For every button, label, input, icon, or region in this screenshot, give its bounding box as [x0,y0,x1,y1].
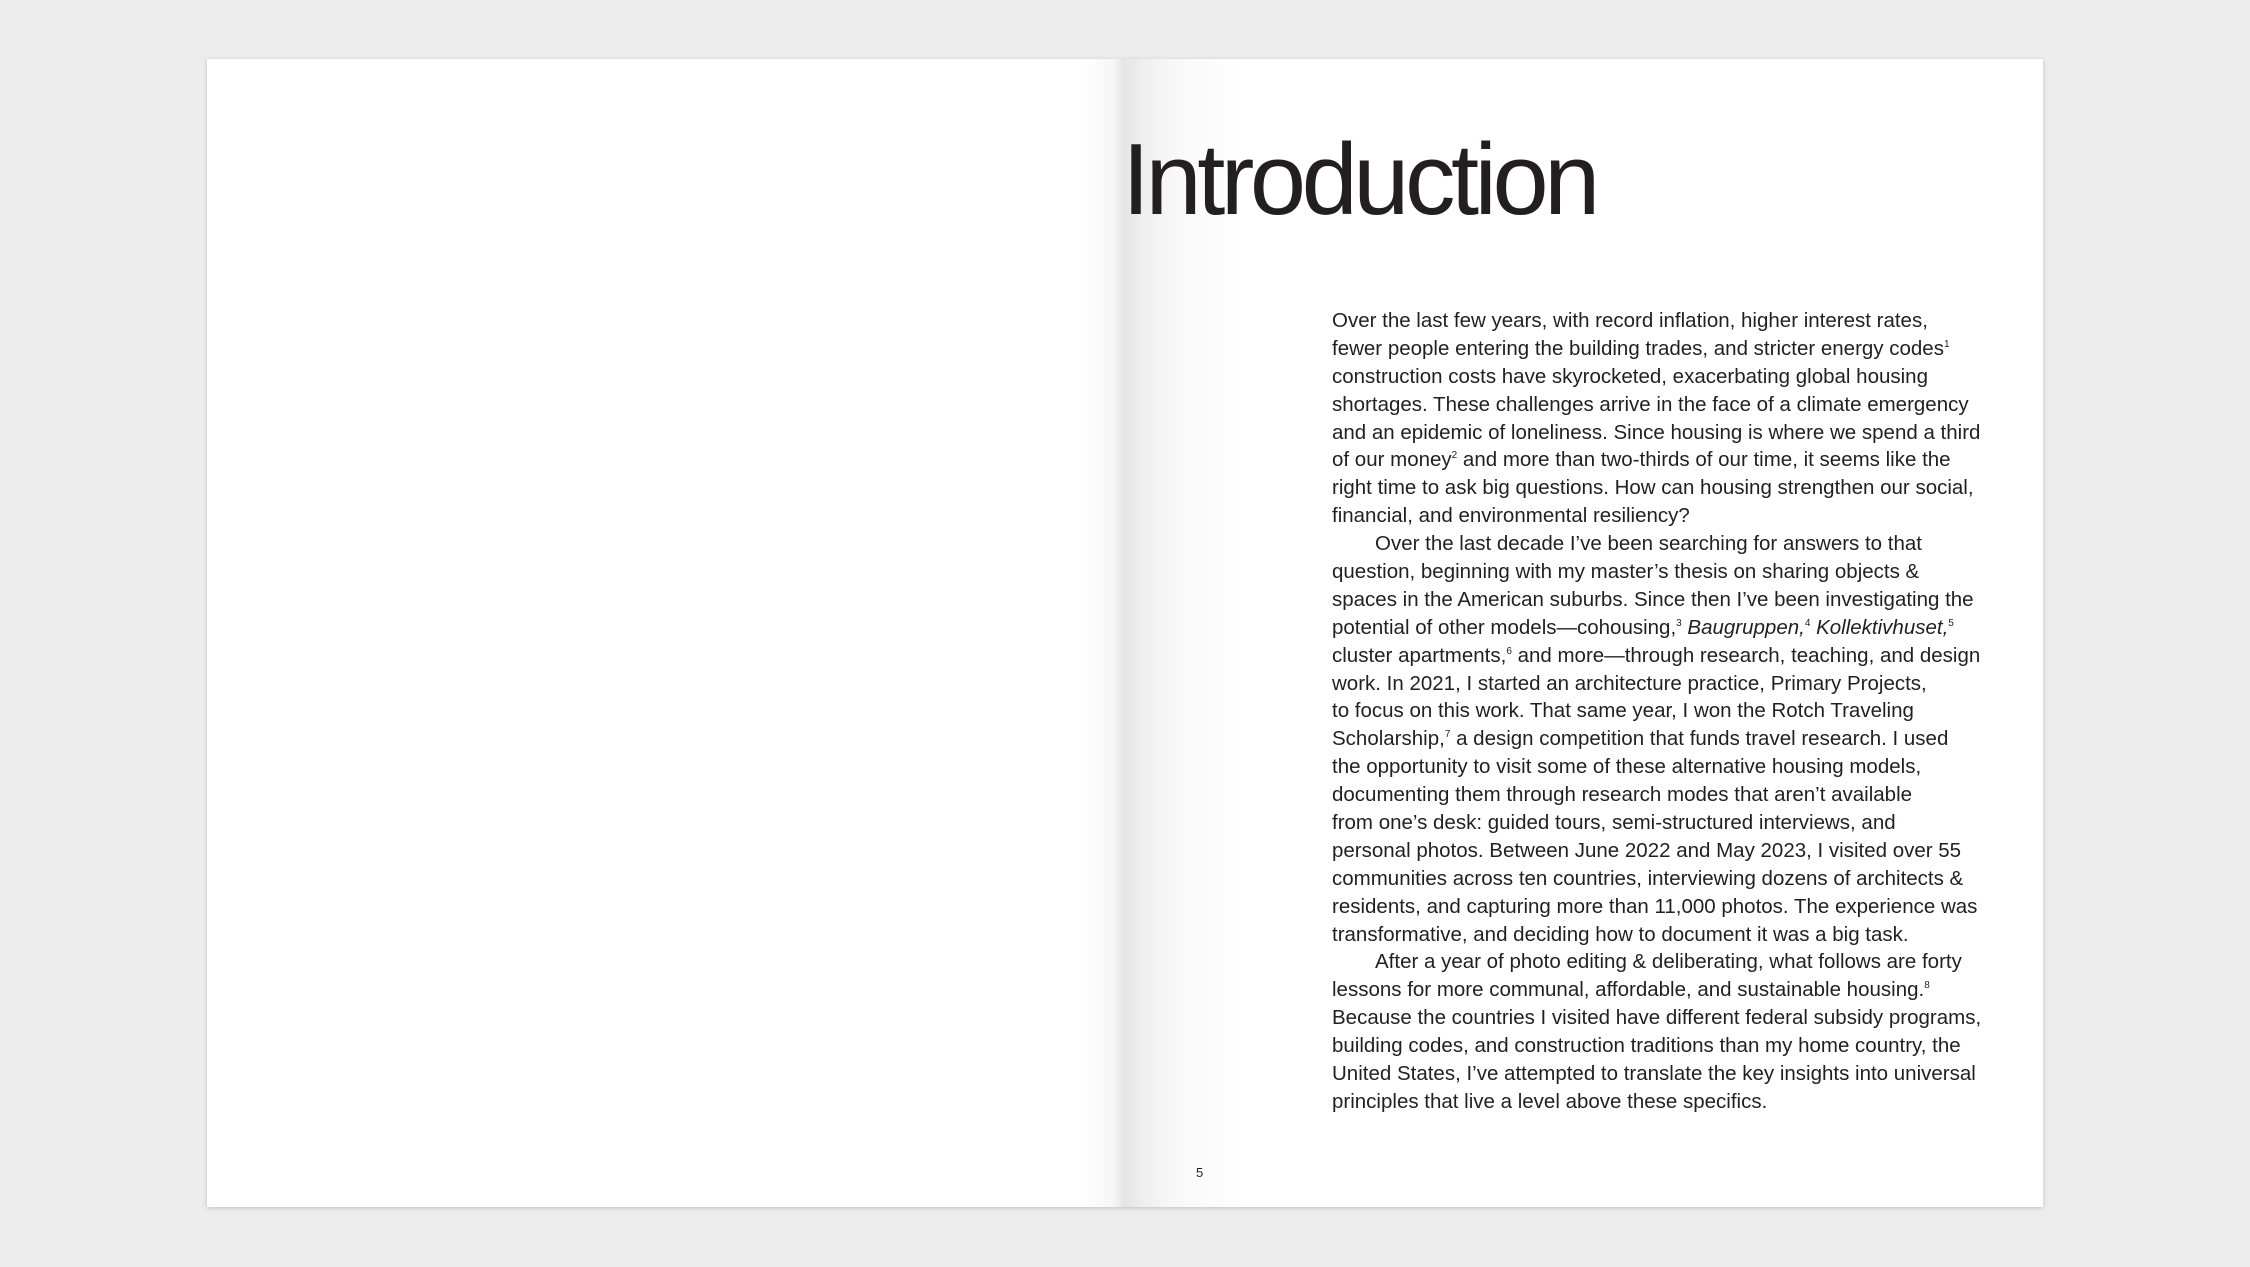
footnote-marker: 3 [1676,617,1682,629]
text-line: Scholarship,$^7$ a design competition that funds travel research. I used [1332,727,1949,751]
page-number: 5 [1196,1165,1204,1180]
text-line: from one’s desk: guided tours, semi-structured interviews, and [1332,811,1896,835]
text-line: principles that live a level above these specifics. [1332,1089,1768,1113]
text-line: personal photos. Between June 2022 and May 2023, I visited over 55 [1332,838,1962,862]
text-line: to focus on this work. That same year, I won the Rotch Traveling [1332,699,1914,723]
text-line: Because the countries I visited have different federal subsidy programs, [1332,1006,1982,1030]
text-line: Over the last few years, with record inflation, higher interest rates, [1332,309,1928,332]
text-line: and an epidemic of loneliness. Since housing is where we spend a third [1332,420,1981,444]
text-line: cluster apartments,$^6$ and more—through research, teaching, and design [1332,643,1981,667]
text-line: the opportunity to visit some of these alternative housing models, [1332,755,1922,779]
text-line: United States, I’ve attempted to translate the key insights into universal [1332,1062,1976,1086]
text-line: communities across ten countries, interviewing dozens of architects & [1332,866,1964,890]
italic-term: Baugruppen, [1687,615,1805,639]
text-line: residents, and capturing more than 11,000 photos. The experience was [1332,894,1978,918]
text-line: financial, and environmental resiliency? [1332,504,1690,528]
text-line: Over the last decade I’ve been searching for answers to that [1375,532,1922,556]
footnote-marker: 8 [1924,980,1930,992]
text-line: After a year of photo editing & deliberating, what follows are forty [1375,950,1962,974]
paragraph [1332,307,2012,530]
text-line: building codes, and construction traditions than my home country, the [1332,1034,1961,1058]
text-line: construction costs have skyrocketed, exacerbating global housing [1332,364,1928,388]
footnote-marker: 1 [1943,338,1950,350]
text-line: of our money$^2$ and more than two-thirds of our time, it seems like the [1332,448,1951,472]
text-line: work. In 2021, I started an architecture practice, Primary Projects, [1332,671,1927,695]
text-line: lessons for more communal, affordable, and sustainable housing.$^8$ [1332,978,1930,1002]
left-page-blank [207,59,1123,1207]
italic-term: Kollektivhuset, [1816,615,1949,639]
text-line: spaces in the American suburbs. Since then I’ve been investigating the [1332,587,1974,611]
text-line: transformative, and deciding how to document it was a big task. [1332,922,1909,946]
text-line: potential of other models—cohousing,$^3$ Baugruppen,$^4$ Kollektivhuset,$^5$ [1332,615,1954,639]
footnote-marker: 7 [1444,729,1451,741]
footnote-marker: 2 [1451,450,1458,462]
chapter-title: Introduction [1122,124,1596,236]
text-line: question, beginning with my master’s thesis on sharing objects & [1332,560,1920,584]
footnote-marker: 4 [1804,617,1811,629]
text-line: fewer people entering the building trades, and stricter energy codes$^1$ [1332,336,1950,360]
paragraph [1332,530,2012,948]
footnote-marker: 6 [1506,645,1512,657]
body-text [1332,307,2012,1116]
footnote-marker: 5 [1948,617,1954,629]
text-line: shortages. These challenges arrive in the face of a climate emergency [1332,392,1969,416]
text-line: right time to ask big questions. How can housing strengthen our social, [1332,476,1974,500]
paragraph [1332,948,2012,1115]
text-line: documenting them through research modes that aren’t available [1332,783,1913,807]
